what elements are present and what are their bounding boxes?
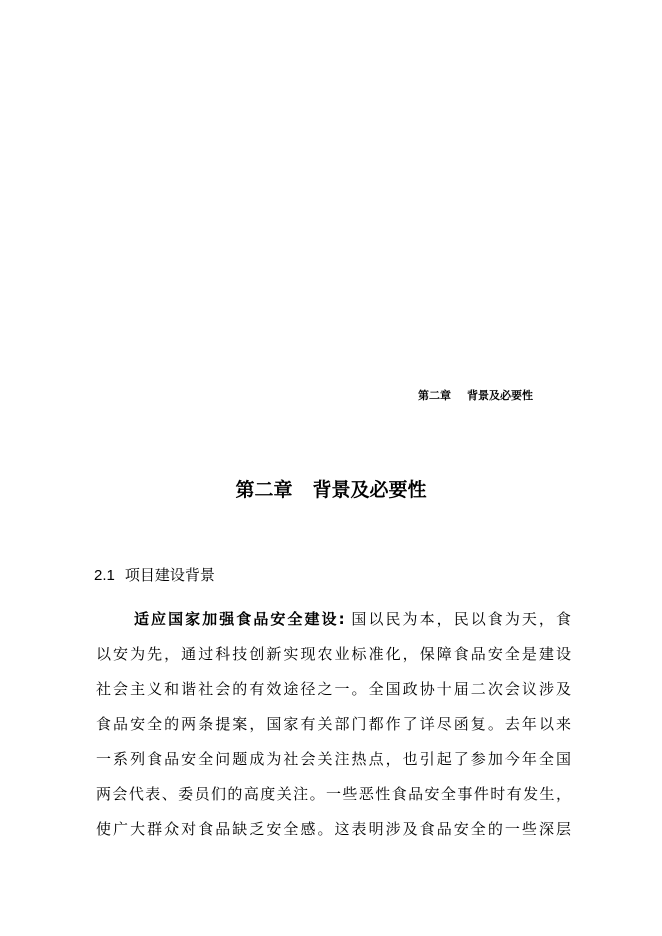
chapter-number: 第二章 (235, 479, 293, 501)
running-header-title: 背景及必要性 (467, 389, 533, 402)
paragraph-line: 一系列食品安全问题成为社会关注热点，也引起了参加今年全国 (96, 750, 571, 768)
paragraph-line: 使广大群众对食品缺乏安全感。这表明涉及食品安全的一些深层 (96, 820, 571, 838)
section-number: 2.1 (94, 567, 115, 584)
chapter-title (0, 475, 662, 502)
paragraph-line (96, 602, 571, 637)
section-title: 项目建设背景 (124, 566, 215, 584)
paragraph-line: 两会代表、委员们的高度关注。一些恶性食品安全事件时有发生， (96, 785, 571, 803)
body-paragraph (96, 602, 571, 847)
paragraph-line: 社会主义和谐社会的有效途径之一。全国政协十届二次会议涉及 (96, 680, 571, 698)
paragraph-lead: 适应国家加强食品安全建设: (134, 610, 345, 628)
running-header (418, 387, 533, 403)
section-heading (94, 564, 215, 585)
paragraph-line: 食品安全的两条提案，国家有关部门都作了详尽函复。去年以来 (96, 715, 571, 733)
chapter-title-text: 背景及必要性 (312, 479, 427, 501)
paragraph-line: 以安为先，通过科技创新实现农业标准化，保障食品安全是建设 (96, 645, 571, 663)
running-header-chapter: 第二章 (418, 389, 451, 402)
paragraph-line-1-text: 国以民为本，民以食为天，食 (351, 610, 571, 628)
